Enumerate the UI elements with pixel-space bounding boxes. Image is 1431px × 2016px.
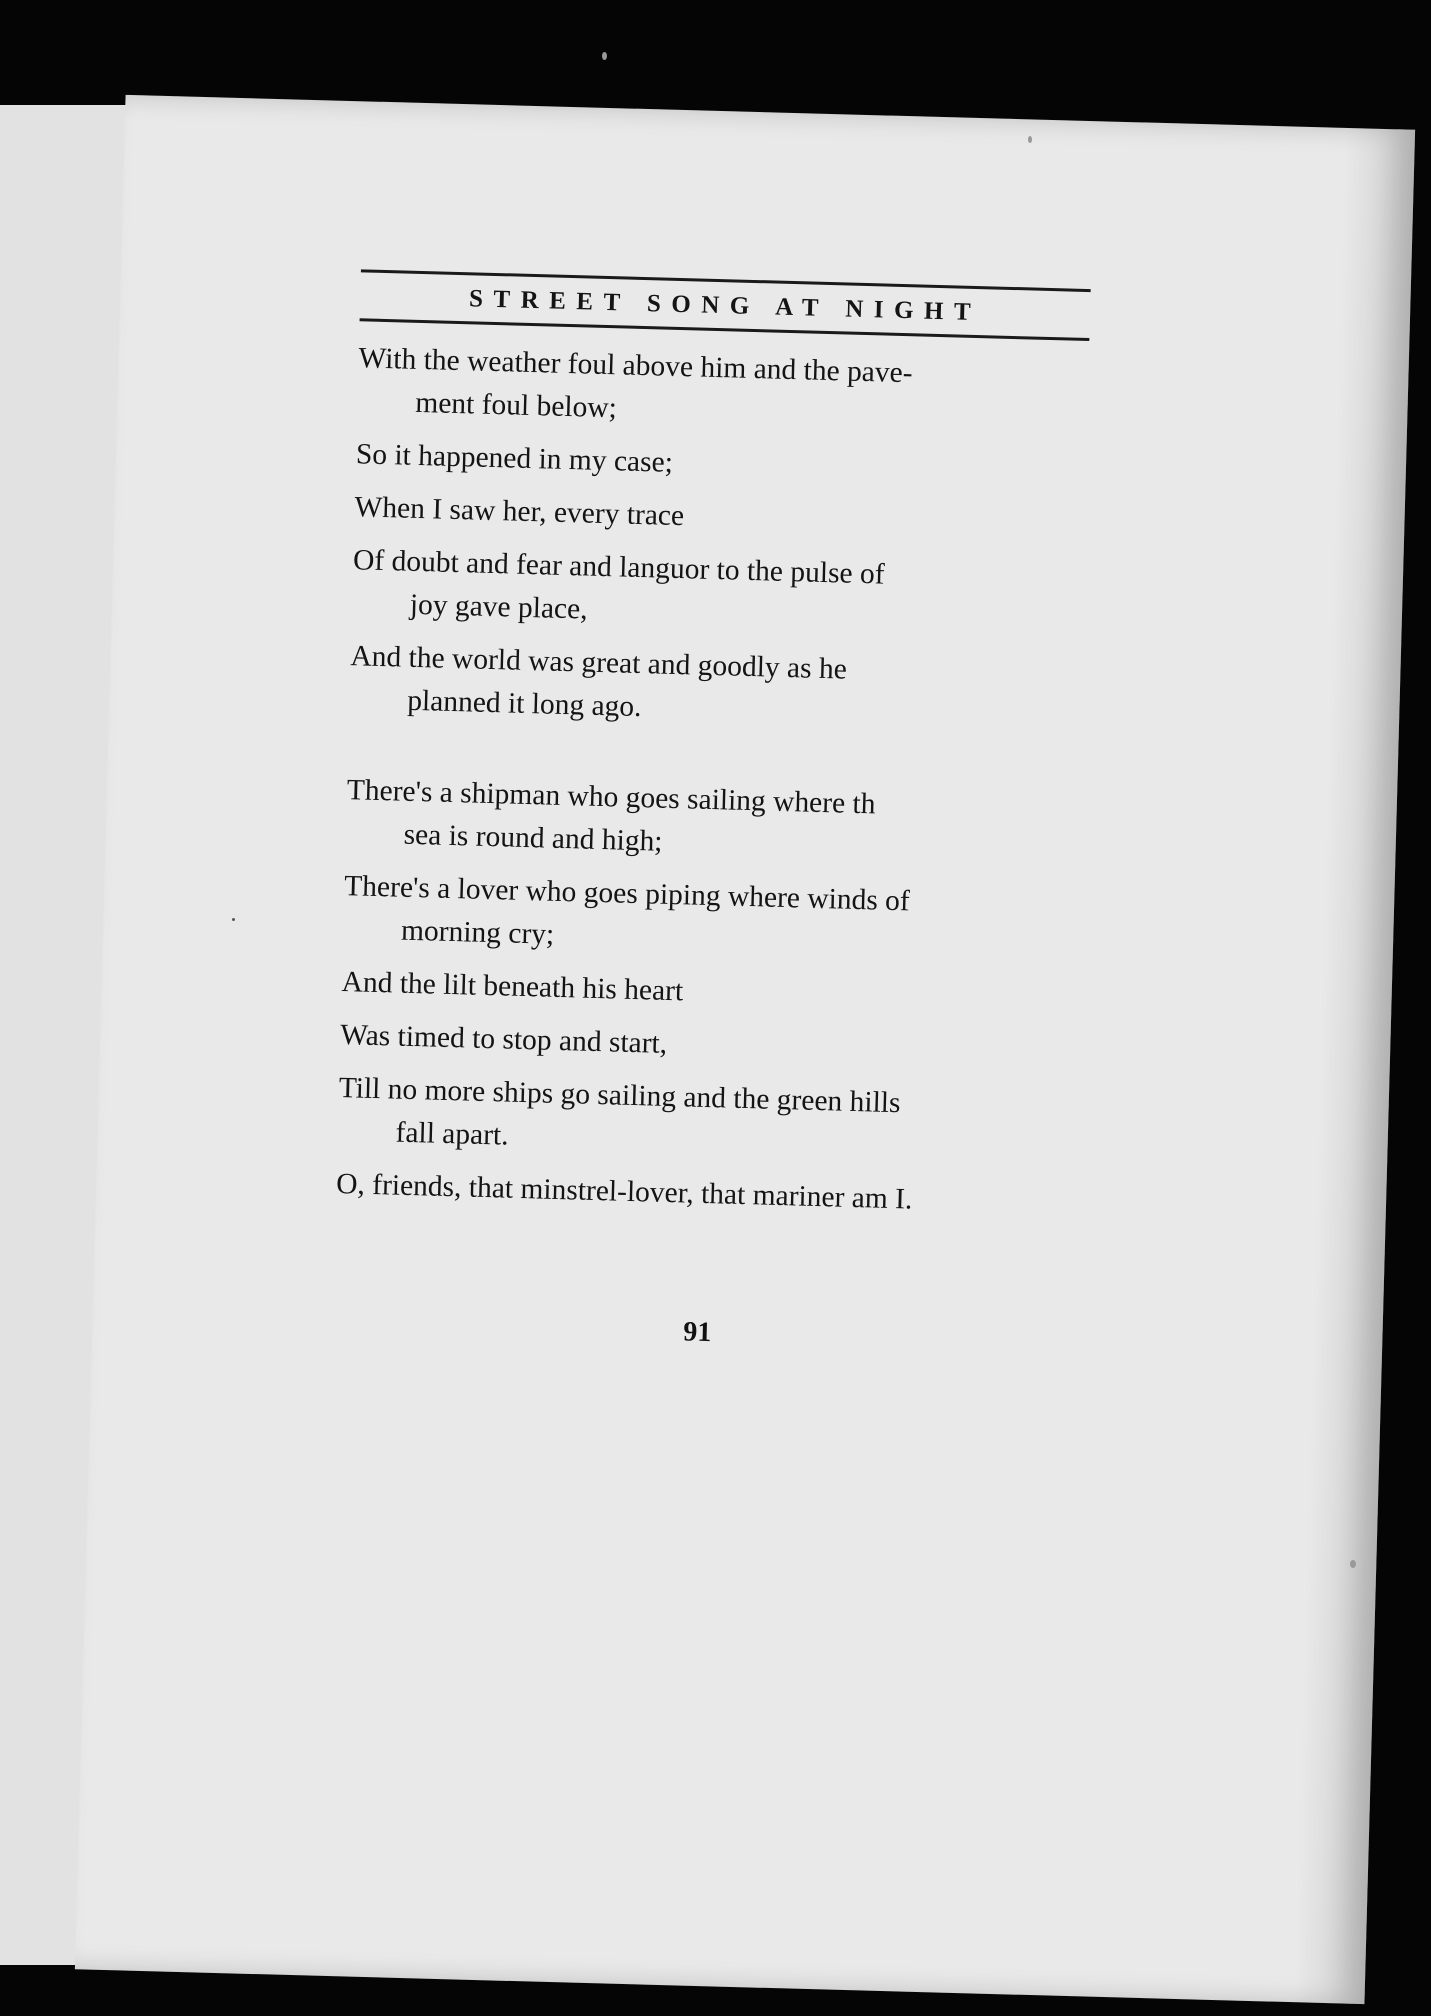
line-text: Till no more ships go sailing and the green hills bbox=[338, 1072, 901, 1120]
poem-line bbox=[340, 1014, 1071, 1077]
stanza-2 bbox=[336, 769, 1078, 1226]
running-head: STREET SONG AT NIGHT bbox=[468, 285, 982, 327]
poem-line bbox=[345, 769, 1077, 875]
line-text: Was timed to stop and start, bbox=[339, 1019, 668, 1060]
scan-speck bbox=[602, 52, 607, 60]
poem-line bbox=[349, 635, 1081, 741]
poem-line bbox=[354, 486, 1085, 549]
line-text: When I saw her, every trace bbox=[354, 491, 685, 533]
poem-line bbox=[351, 539, 1083, 645]
line-text: O, friends, that minstrel-lover, that mariner am I. bbox=[335, 1167, 913, 1216]
poem-line bbox=[341, 961, 1072, 1024]
line-continuation: planned it long ago. bbox=[406, 684, 642, 724]
line-text: So it happened in my case; bbox=[355, 438, 674, 479]
scan-speck bbox=[232, 918, 235, 921]
poem-line bbox=[357, 337, 1089, 443]
line-text: There's a shipman who goes sailing where th bbox=[346, 774, 876, 821]
line-text: There's a lover who goes piping where winds of bbox=[343, 870, 911, 918]
poem-line bbox=[336, 1163, 1067, 1226]
line-continuation: ment foul below; bbox=[414, 386, 618, 425]
page-number: 91 bbox=[682, 1316, 712, 1349]
line-continuation: joy gave place, bbox=[409, 588, 589, 626]
line-text: With the weather foul above him and the pave- bbox=[358, 342, 913, 390]
line-continuation: sea is round and high; bbox=[403, 818, 663, 858]
line-continuation: fall apart. bbox=[395, 1116, 510, 1152]
poem-line bbox=[343, 865, 1075, 971]
scan-speck bbox=[1028, 136, 1032, 143]
line-text: And the world was great and goodly as he bbox=[350, 640, 848, 686]
scan-speck bbox=[1350, 1560, 1356, 1568]
line-text: And the lilt beneath his heart bbox=[341, 966, 684, 1008]
poem-body bbox=[336, 337, 1089, 1225]
line-continuation: morning cry; bbox=[400, 914, 555, 951]
page-text-block bbox=[335, 269, 1090, 1349]
poem-line bbox=[337, 1067, 1069, 1173]
poem-line bbox=[355, 433, 1086, 496]
line-text: Of doubt and fear and languor to the pulse of bbox=[352, 544, 886, 591]
book-page bbox=[75, 95, 1415, 2004]
stanza-1 bbox=[349, 337, 1089, 741]
